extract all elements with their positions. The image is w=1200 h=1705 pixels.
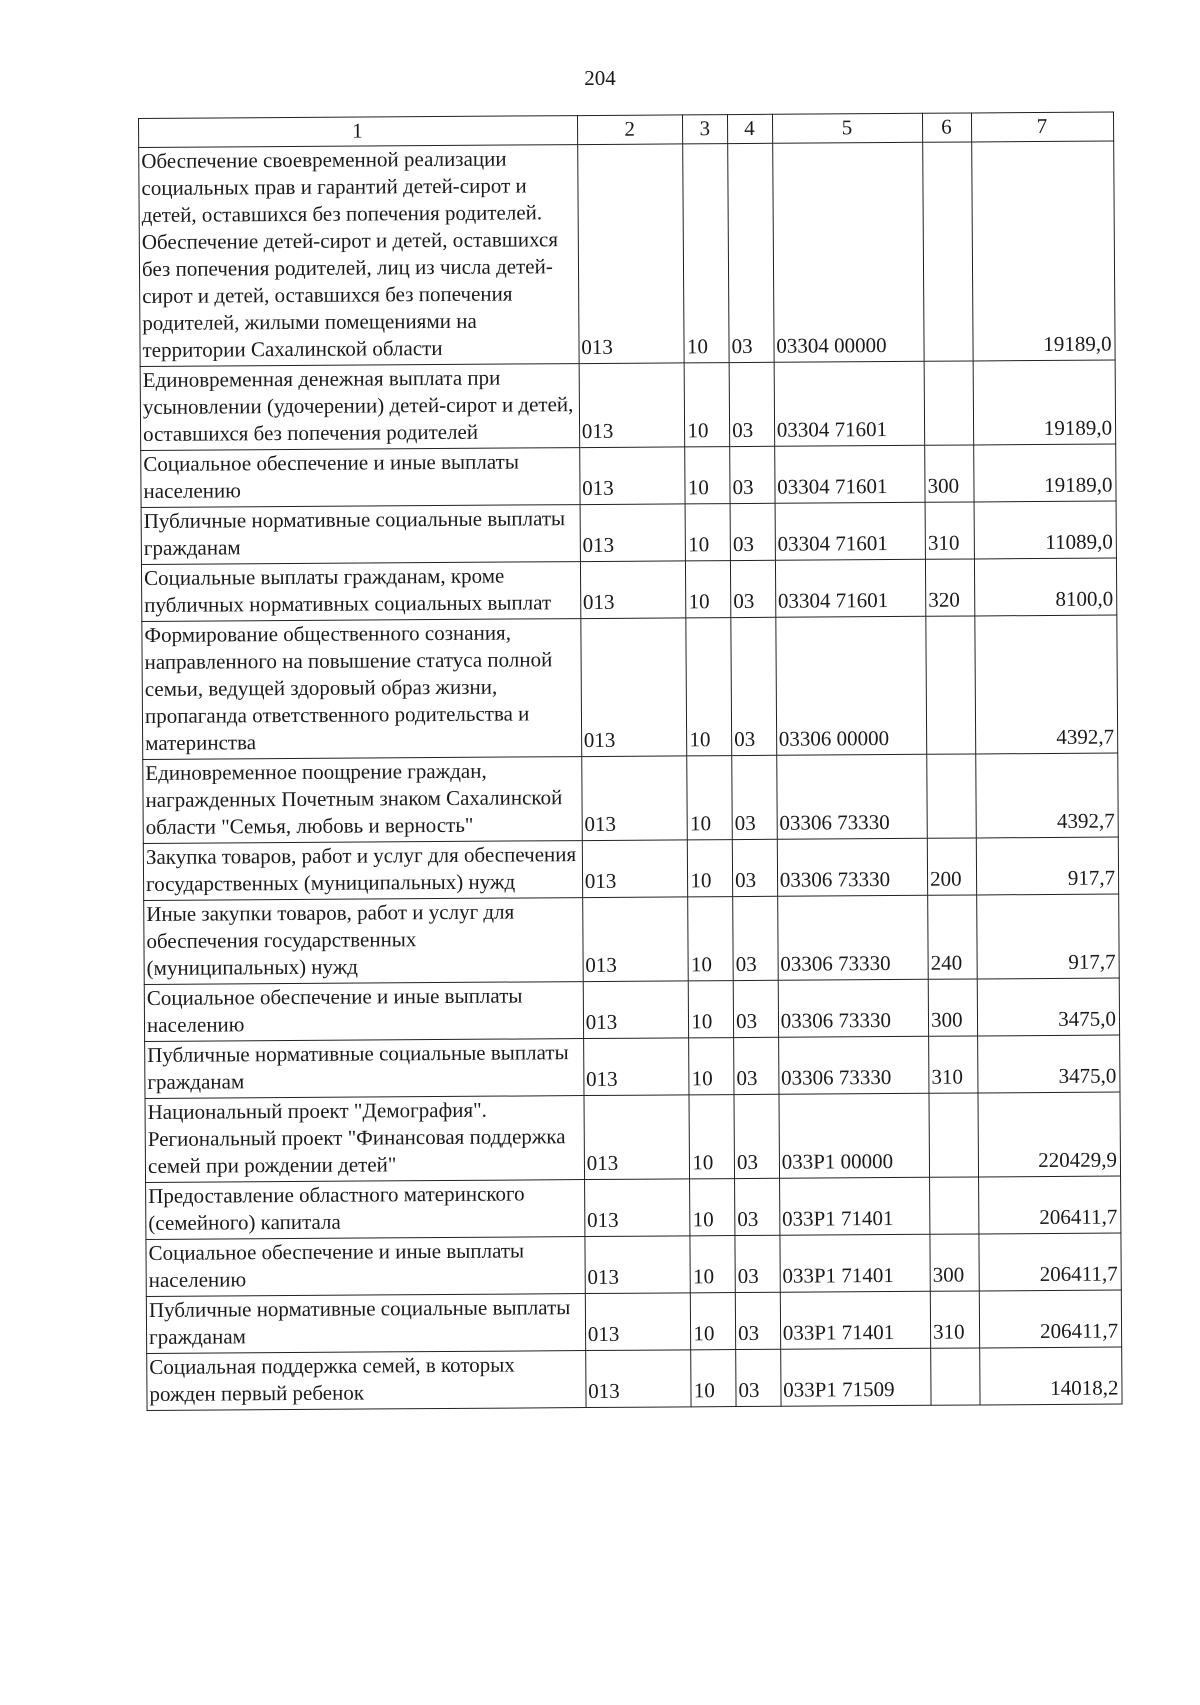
row-name: Единовременное поощрение граждан, награжденных Почетным знаком Сахалинской области "Семья, любовь и верность" bbox=[143, 757, 582, 844]
row-name: Публичные нормативные социальные выплаты гражданам bbox=[146, 1294, 585, 1354]
row-code-6 bbox=[927, 754, 976, 838]
row-name: Публичные нормативные социальные выплаты гражданам bbox=[145, 1039, 584, 1099]
row-code-5: 03306 00000 bbox=[776, 616, 927, 755]
row-code-6: 300 bbox=[930, 1234, 979, 1291]
row-code-6: 320 bbox=[926, 559, 975, 616]
row-sum: 11089,0 bbox=[974, 501, 1117, 559]
table-row bbox=[140, 360, 1116, 450]
row-code-5: 033P1 71401 bbox=[779, 1177, 930, 1235]
row-sum: 206411,7 bbox=[979, 1233, 1122, 1291]
row-name: Социальное обеспечение и иные выплаты населению bbox=[146, 1237, 585, 1297]
row-code-6: 300 bbox=[925, 445, 974, 502]
row-name: Национальный проект "Демография". Региональный проект "Финансовая поддержка семей при рождении детей" bbox=[145, 1096, 584, 1183]
row-sum: 19189,0 bbox=[973, 360, 1116, 445]
row-code-3: 10 bbox=[688, 840, 733, 897]
row-code-3: 10 bbox=[691, 1350, 736, 1407]
row-code-3: 10 bbox=[687, 756, 732, 840]
row-code-3: 10 bbox=[689, 1095, 734, 1179]
row-code-3: 10 bbox=[689, 981, 734, 1038]
row-code-2: 013 bbox=[580, 561, 686, 619]
header-cell-5: 5 bbox=[772, 113, 923, 143]
header-cell-6: 6 bbox=[923, 113, 972, 142]
table-row bbox=[147, 1347, 1122, 1410]
row-code-2: 013 bbox=[583, 1038, 689, 1096]
row-code-3: 10 bbox=[683, 144, 729, 363]
row-name: Публичные нормативные социальные выплаты гражданам bbox=[141, 505, 580, 565]
row-code-2: 013 bbox=[584, 1095, 690, 1180]
table-row bbox=[146, 1176, 1121, 1239]
row-code-6: 200 bbox=[927, 838, 976, 895]
row-code-4: 03 bbox=[733, 896, 778, 980]
header-cell-4: 4 bbox=[728, 114, 773, 143]
row-sum: 4392,7 bbox=[976, 753, 1119, 838]
row-code-2: 013 bbox=[585, 1293, 691, 1351]
row-code-2: 013 bbox=[579, 363, 685, 448]
row-sum: 4392,7 bbox=[975, 615, 1118, 754]
row-name: Социальная поддержка семей, в которых рожден первый ребенок bbox=[147, 1351, 586, 1411]
table-row bbox=[144, 894, 1120, 984]
table-row bbox=[142, 615, 1118, 759]
header-cell-2: 2 bbox=[577, 115, 683, 145]
row-code-5: 03306 73330 bbox=[776, 754, 927, 839]
row-code-5: 03306 73330 bbox=[777, 838, 928, 896]
row-code-2: 013 bbox=[581, 618, 688, 757]
row-code-4: 03 bbox=[728, 143, 774, 362]
row-name: Социальное обеспечение и иные выплаты населению bbox=[144, 982, 583, 1042]
table-row bbox=[141, 501, 1116, 564]
row-code-6: 310 bbox=[930, 1291, 979, 1348]
row-code-6 bbox=[931, 1348, 980, 1405]
row-code-6 bbox=[926, 616, 976, 754]
row-sum: 206411,7 bbox=[979, 1290, 1122, 1348]
row-code-6 bbox=[929, 1093, 978, 1177]
row-code-3: 10 bbox=[688, 897, 733, 981]
row-code-5: 03304 00000 bbox=[772, 142, 924, 362]
row-code-4: 03 bbox=[730, 503, 775, 560]
row-sum: 8100,0 bbox=[974, 558, 1117, 616]
row-code-2: 013 bbox=[583, 981, 689, 1039]
row-code-4: 03 bbox=[731, 617, 777, 755]
page-number: 204 bbox=[584, 66, 616, 90]
table-row bbox=[144, 978, 1119, 1041]
row-code-3: 10 bbox=[690, 1236, 735, 1293]
row-name: Социальные выплаты гражданам, кроме публичных нормативных социальных выплат bbox=[141, 562, 580, 622]
row-code-5: 033P1 00000 bbox=[779, 1093, 930, 1178]
row-code-5: 03304 71601 bbox=[774, 361, 925, 446]
row-sum: 206411,7 bbox=[978, 1176, 1121, 1234]
row-code-6 bbox=[924, 361, 973, 445]
row-code-3: 10 bbox=[685, 504, 730, 561]
row-code-5: 03304 71601 bbox=[775, 559, 926, 617]
row-code-4: 03 bbox=[734, 1094, 779, 1178]
row-code-2: 013 bbox=[585, 1350, 691, 1408]
table-row bbox=[141, 444, 1116, 507]
row-sum: 14018,2 bbox=[979, 1347, 1122, 1405]
row-code-4: 03 bbox=[735, 1292, 780, 1349]
table-row bbox=[139, 141, 1115, 366]
row-code-3: 10 bbox=[686, 561, 731, 618]
row-code-6 bbox=[930, 1177, 979, 1234]
row-code-5: 03304 71601 bbox=[774, 445, 925, 503]
row-code-4: 03 bbox=[732, 755, 777, 839]
row-sum: 19189,0 bbox=[973, 444, 1116, 502]
row-name: Предоставление областного материнского (семейного) капитала bbox=[146, 1180, 585, 1240]
table-row bbox=[141, 558, 1116, 621]
row-name: Обеспечение своевременной реализации социальных прав и гарантий детей-сирот и детей, оставшихся без попечения родителей. Обеспечение детей-сирот и детей, оставшихся без попечения родителей, лиц из числа детей-сирот и детей, оставшихся без попечения родителей, жилыми помещениями на территории Сахалинской области bbox=[139, 145, 579, 367]
row-code-4: 03 bbox=[730, 446, 775, 503]
row-code-3: 10 bbox=[685, 363, 730, 447]
row-code-2: 013 bbox=[582, 840, 688, 898]
row-code-4: 03 bbox=[731, 560, 776, 617]
row-code-4: 03 bbox=[734, 1037, 779, 1094]
row-code-3: 10 bbox=[689, 1038, 734, 1095]
row-code-6 bbox=[923, 142, 973, 361]
row-code-5: 03306 73330 bbox=[777, 895, 928, 980]
row-code-2: 013 bbox=[585, 1236, 691, 1294]
table-row bbox=[143, 753, 1119, 843]
row-code-3: 10 bbox=[691, 1293, 736, 1350]
row-sum: 3475,0 bbox=[977, 978, 1120, 1036]
row-code-3: 10 bbox=[686, 618, 732, 756]
row-name: Иные закупки товаров, работ и услуг для обеспечения государственных (муниципальных) нужд bbox=[144, 898, 583, 985]
row-code-2: 013 bbox=[577, 144, 684, 364]
row-name: Социальное обеспечение и иные выплаты населению bbox=[141, 448, 580, 508]
row-code-2: 013 bbox=[582, 897, 688, 982]
row-code-3: 10 bbox=[690, 1179, 735, 1236]
row-code-2: 013 bbox=[580, 504, 686, 562]
row-name: Закупка товаров, работ и услуг для обеспечения государственных (муниципальных) нужд bbox=[143, 841, 582, 901]
row-code-4: 03 bbox=[729, 362, 774, 446]
row-code-6: 310 bbox=[925, 502, 974, 559]
row-code-2: 013 bbox=[584, 1179, 690, 1237]
table-row bbox=[145, 1035, 1120, 1098]
table-row bbox=[146, 1233, 1121, 1296]
row-code-4: 03 bbox=[733, 980, 778, 1037]
row-code-5: 033P1 71401 bbox=[780, 1234, 931, 1292]
row-code-6: 300 bbox=[928, 979, 977, 1036]
row-code-2: 013 bbox=[581, 756, 687, 841]
budget-table bbox=[138, 112, 1123, 1411]
table-row bbox=[143, 837, 1118, 900]
header-cell-7: 7 bbox=[971, 112, 1113, 142]
row-code-5: 033P1 71509 bbox=[780, 1348, 931, 1406]
row-sum: 917,7 bbox=[976, 894, 1119, 979]
table-row bbox=[145, 1092, 1121, 1182]
row-code-4: 03 bbox=[735, 1178, 780, 1235]
row-sum: 220429,9 bbox=[978, 1092, 1121, 1177]
header-cell-1: 1 bbox=[139, 116, 578, 148]
row-code-4: 03 bbox=[732, 839, 777, 896]
row-code-4: 03 bbox=[735, 1235, 780, 1292]
row-code-5: 03304 71601 bbox=[775, 502, 926, 560]
row-sum: 19189,0 bbox=[971, 141, 1115, 361]
header-cell-3: 3 bbox=[683, 115, 728, 144]
row-code-3: 10 bbox=[685, 447, 730, 504]
row-code-6: 240 bbox=[928, 895, 977, 979]
row-code-5: 03306 73330 bbox=[778, 979, 929, 1037]
row-code-5: 033P1 71401 bbox=[780, 1291, 931, 1349]
row-sum: 917,7 bbox=[976, 837, 1119, 895]
row-name: Единовременная денежная выплата при усыновлении (удочерении) детей-сирот и детей, оставшихся без попечения родителей bbox=[140, 364, 579, 451]
row-code-2: 013 bbox=[579, 447, 685, 505]
row-sum: 3475,0 bbox=[977, 1035, 1120, 1093]
row-name: Формирование общественного сознания, направленного на повышение статуса полной семьи, ведущей здоровый образ жизни, пропаганда ответственного родительства и материнства bbox=[142, 619, 582, 760]
row-code-6: 310 bbox=[929, 1036, 978, 1093]
row-code-4: 03 bbox=[736, 1349, 781, 1406]
table-row bbox=[146, 1290, 1121, 1353]
row-code-5: 03306 73330 bbox=[778, 1036, 929, 1094]
